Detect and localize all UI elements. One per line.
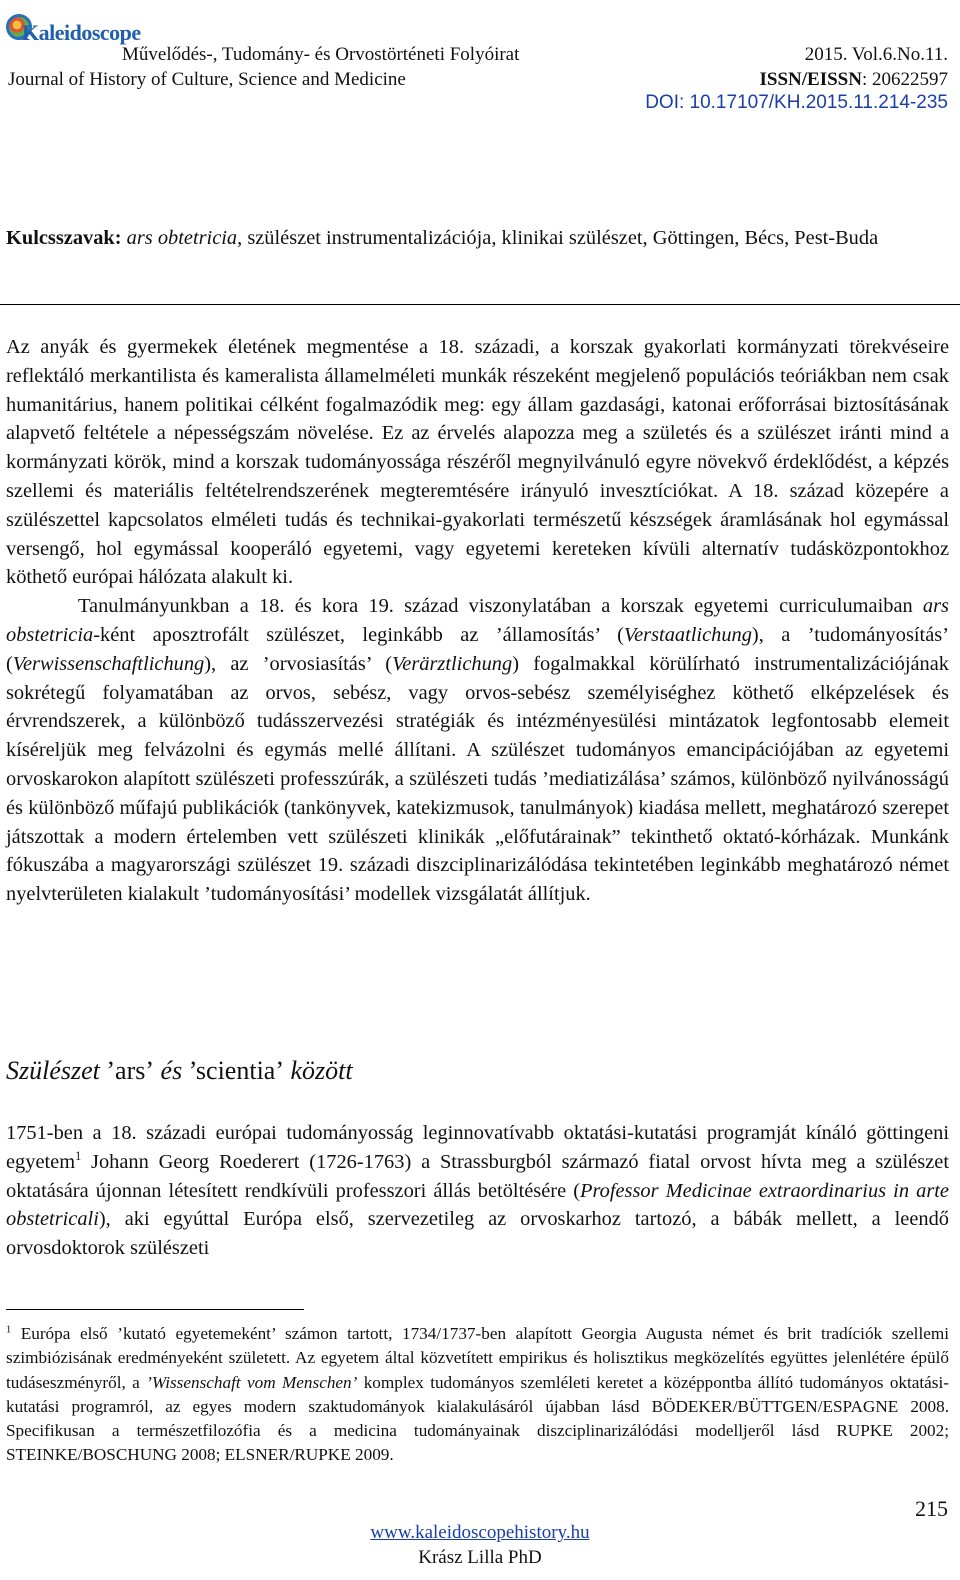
footnote-divider: [6, 1309, 304, 1310]
journal-volume: 2015. Vol.6.No.11.: [804, 44, 948, 65]
paragraph-2-part3: ), a ’tudományosítás’ (: [6, 623, 949, 675]
journal-issn: [760, 69, 948, 91]
keywords-rest: , szülészet instrumentalizációja, klinikai szülészet, Göttingen, Bécs, Pest-Buda: [237, 227, 879, 249]
paragraph-3-part2: Johann Georg Roederert (1726-1763) a Strassburgból származó fiatal orvost hívta meg a szülészet oktatására újonnan létesített rendkívüli professzori állás betöltésére (: [6, 1150, 949, 1202]
keywords-term: ars obtetricia: [126, 227, 238, 249]
doi-link[interactable]: DOI: 10.17107/KH.2015.11.214-235: [645, 92, 948, 113]
footnote-number: 1: [6, 1324, 12, 1336]
body-text-block: [6, 333, 949, 909]
keywords-label: Kulcsszavak:: [6, 227, 122, 249]
paragraph-3-part1: 1751-ben a 18. századi európai tudományosság leginnovatívabb oktatási-kutatási programját kínáló göttingeni egyetem: [6, 1122, 949, 1173]
paragraph-3: [6, 1119, 949, 1263]
footnote-ref[interactable]: 1: [75, 1149, 82, 1163]
logo-text: Kaleidoscope: [22, 20, 141, 45]
footnote-part1: Európa első ’kutató egyetemeként’ számon tartott, 1734/1737-ben alapított Georgia Augusta német és brit tradíciók szellemi szimbiózisának eredményeként született. Az egyetem által közvetített empirikus és holisztikus megközelítés együttes jelenlétére épülő tudáseszményről, a: [6, 1324, 949, 1392]
footer-url: [0, 1522, 960, 1544]
paragraph-2-term1: Verstaatlichung: [623, 623, 752, 646]
paragraph-2-part2: -ként aposztrofált szülészet, leginkább az ’államosítás’ (: [93, 623, 624, 646]
footnote-term: ’Wissenschaft vom Menschen’: [146, 1372, 358, 1392]
horizontal-rule: [0, 304, 960, 305]
page-number: 215: [915, 1496, 948, 1521]
paragraph-2-part4: ), az ’orvosiasítás’ (: [204, 652, 393, 675]
paragraph-2-part1: Tanulmányunkban a 18. és kora 19. század viszonylatában a korszak egyetemi curriculumaiban: [78, 595, 923, 618]
paragraph-2-part5: ) fogalmakkal körülírható instrumentalizációjának sokrétegű folyamatában az orvos, sebész, vagy orvos-sebész személyiséghez köthető elképzelések és érvrendszerek, a különböző tudásszervezési stratégiák és intézményesülési mintázatok legfontosabb elemeit kíséreljük meg felvázolni és egymás mellé állítani. A szülészet tudományos emancipációjában az egyetemi orvoskarokon alapított szülészeti professzúrák, a szülészeti tudás ’mediatizálása’ számos, különböző nyilvánosságú és különböző műfajú publikációk (tankönyvek, katekizmusok, tanulmányok) kiadása mellett, meghatározó szerepet játszottak a modern értelemben vett szülészeti klinikák „előfutárainak” tekinthető oktató-kórházak. Munkánk fókuszába a magyarországi szülészet 19. századi diszciplinarizálódása tekintetében leginkább meghatározó német nyelvterületen kialakult ’tudományosítási’ modellek vizsgálatát állítjuk.: [6, 652, 949, 906]
paragraph-3-latin: Professor Medicinae extraordinarius in arte obstetricali: [6, 1179, 949, 1231]
section-title-part1: Szülészet: [6, 1056, 107, 1085]
journal-title-hu: Művelődés-, Tudomány- és Orvostörténeti Folyóirat: [122, 44, 520, 65]
paragraph-2-term3: Verärztlichung: [392, 652, 513, 675]
journal-title-en: Journal of History of Culture, Science and Medicine: [8, 69, 406, 90]
issn-value: : 20622597: [861, 69, 948, 90]
section-title: [6, 1056, 353, 1086]
website-link[interactable]: www.kaleidoscopehistory.hu: [370, 1522, 590, 1543]
paragraph-2-ars: ars obstetricia: [6, 595, 949, 646]
journal-logo: [4, 10, 141, 52]
paragraph-3-part3: ), aki egyúttal Európa első, szervezetileg az orvoskarhoz tartozó, a bábák mellett, a leendő orvosdoktorok szülészeti: [6, 1208, 949, 1260]
issn-label: ISSN/EISSN: [759, 69, 862, 90]
footnote: [6, 1322, 949, 1468]
keywords: [6, 224, 949, 253]
paragraph-1: Az anyák és gyermekek életének megmentése a 18. századi, a korszak gyakorlati kormányzati törekvéseire reflektáló merkantilista és kameralista államelméleti munkák részeként megjelenő populációs teóriákban nem csak humanitárius, hanem politikai célként fogalmazódik meg: egy állam gazdasági, katonai erőforrásai biztosításának alapvető feltétele a népességszám növelése. Ez az érvelés alapozza meg a születés és a szülészet iránti mind a kormányzati körök, mind a korszak tudományossága részéről megnyilvánuló egyre növekvő érdeklődést, a képzés szellemi és materiális feltételrendszerének megteremtésére irányuló invesztíciókat. A 18. század közepére a szülészettel kapcsolatos elméleti tudás és technikai-gyakorlati természetű készségek áramlásának hol egymással versengő, hol egymással kooperáló egyetemi, vagy egyetemi kereteken kívüli alternatív tudásközpontokhoz köthető európai hálózata alakult ki.: [6, 336, 949, 589]
footer-author: Krász Lilla PhD: [418, 1547, 542, 1568]
section-title-end: között: [284, 1056, 353, 1085]
section-title-ars: ’ars’: [106, 1056, 155, 1085]
footnote-part2: komplex tudományos szemléleti keretet a középpontba állító tudományos oktatási-kutatási programról, az egyes modern szaktudományok kialakulásáról újabban lásd BÖDEKER/BÜTTGEN/ESPAGNE 2008. Specifikusan a természetfilozófia és a medicina tudományainak diszciplinarizálódási modelljeről lásd RUPKE 2002; STEINKE/BOSCHUNG 2008; ELSNER/RUPKE 2009.: [6, 1372, 949, 1465]
section-title-scientia: ’scientia’: [188, 1056, 284, 1085]
section-title-mid: és: [154, 1056, 189, 1085]
paragraph-2-term2: Verwissenschaftlichung: [12, 652, 205, 675]
